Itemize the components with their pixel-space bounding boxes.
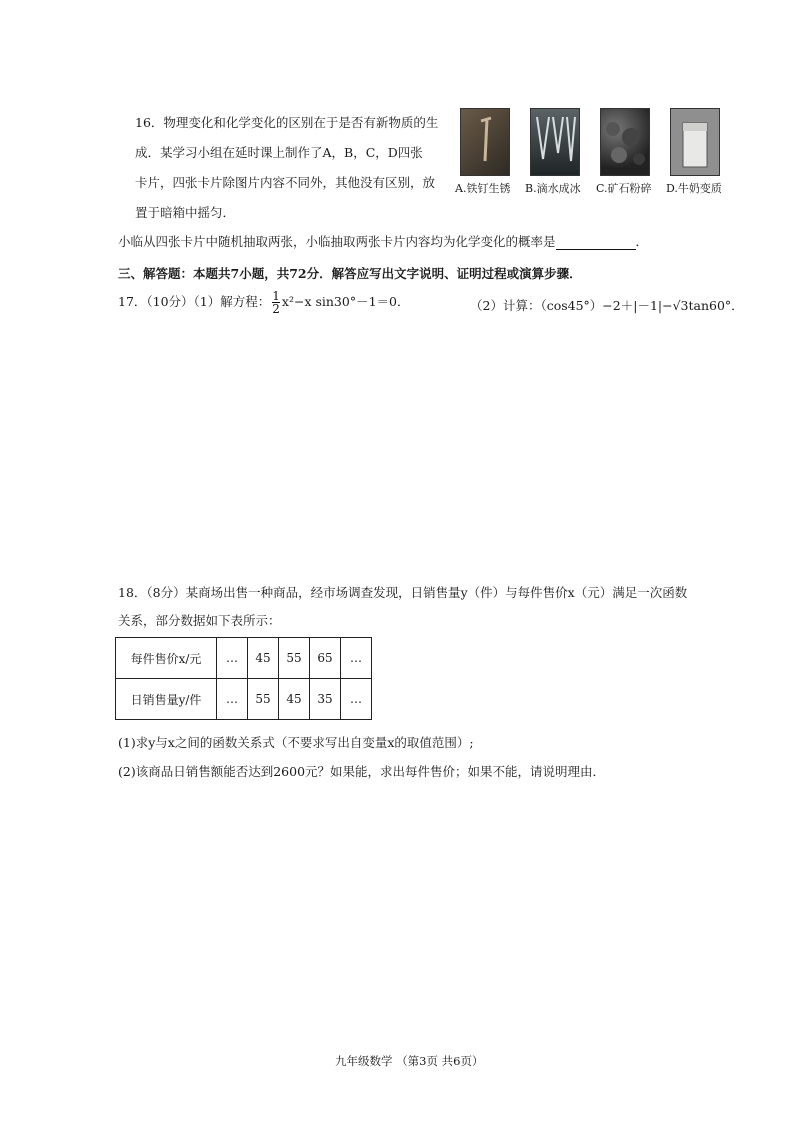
- rocks-icon: [601, 109, 649, 175]
- table-cell: 55: [279, 638, 310, 679]
- table-cell: 55: [248, 679, 279, 720]
- milk-spoiled-photo: [670, 108, 720, 176]
- caption-c: C.矿石粉碎: [596, 182, 652, 195]
- table-cell: 每件售价x/元: [116, 638, 217, 679]
- page-footer: 九年级数学 （第3页 共6页）: [335, 1054, 484, 1068]
- q17-equation: x²−x sin30°－1＝0．: [281, 294, 410, 309]
- table-row: [116, 638, 372, 679]
- fraction-denominator: 2: [272, 302, 280, 316]
- q16-question-end: ．: [635, 234, 649, 249]
- fraction-numerator: 1: [272, 289, 280, 303]
- milk-glass-icon: [671, 109, 719, 175]
- table-cell: 日销售量y/件: [116, 679, 217, 720]
- caption-d: D.牛奶变质: [666, 182, 722, 195]
- q16-question-text: 小临从四张卡片中随机抽取两张，小临抽取两张卡片内容均为化学变化的概率是: [118, 234, 556, 249]
- table-cell: …: [341, 679, 372, 720]
- q17-prefix: 17．（10分）（1）解方程：: [118, 294, 271, 309]
- table-row: [116, 679, 372, 720]
- icicle-icon: [531, 109, 579, 175]
- table-cell: …: [341, 638, 372, 679]
- answer-blank[interactable]: [556, 237, 636, 250]
- caption-a: A.铁钉生锈: [455, 182, 511, 195]
- q16-question: [118, 232, 648, 250]
- q18-line-2: 关系，部分数据如下表所示：: [118, 613, 281, 628]
- q16-line-1: 16．物理变化和化学变化的区别在于是否有新物质的生: [135, 115, 439, 130]
- q17-part-1: [118, 290, 410, 315]
- q16-line-2: 成．某学习小组在延时课上制作了A，B，C，D四张: [135, 145, 423, 160]
- table-cell: 65: [310, 638, 341, 679]
- nail-icon: [461, 109, 509, 175]
- dripping-ice-photo: [530, 108, 580, 176]
- q16-line-3: 卡片，四张卡片除图片内容不同外，其他没有区别，放: [135, 175, 436, 190]
- table-cell: 45: [279, 679, 310, 720]
- q18-line-1: 18．（8分）某商场出售一种商品，经市场调查发现，日销售量y（件）与每件售价x（元）满足一次函数: [118, 585, 688, 600]
- section-3-heading: 三、解答题：本题共7小题，共72分．解答应写出文字说明、证明过程或演算步骤．: [118, 266, 582, 281]
- nail-rust-photo: [460, 108, 510, 176]
- q18-sub-1: (1)求y与x之间的函数关系式（不要求写出自变量x的取值范围）;: [118, 735, 474, 750]
- table-cell: …: [217, 679, 248, 720]
- q18-sub-2: (2)该商品日销售额能否达到2600元？如果能，求出每件售价；如果不能，请说明理由．: [118, 764, 606, 779]
- price-sales-table: [115, 637, 372, 720]
- table-cell: 35: [310, 679, 341, 720]
- q16-line-4: 置于暗箱中摇匀．: [135, 205, 236, 220]
- ore-crushing-photo: [600, 108, 650, 176]
- caption-b: B.滴水成冰: [525, 182, 581, 195]
- fraction-one-half: [272, 290, 280, 315]
- table-cell: 45: [248, 638, 279, 679]
- table-cell: …: [217, 638, 248, 679]
- q17-part-2: （2）计算：（cos45°）−2＋|－1|−√3tan60°．: [470, 298, 744, 313]
